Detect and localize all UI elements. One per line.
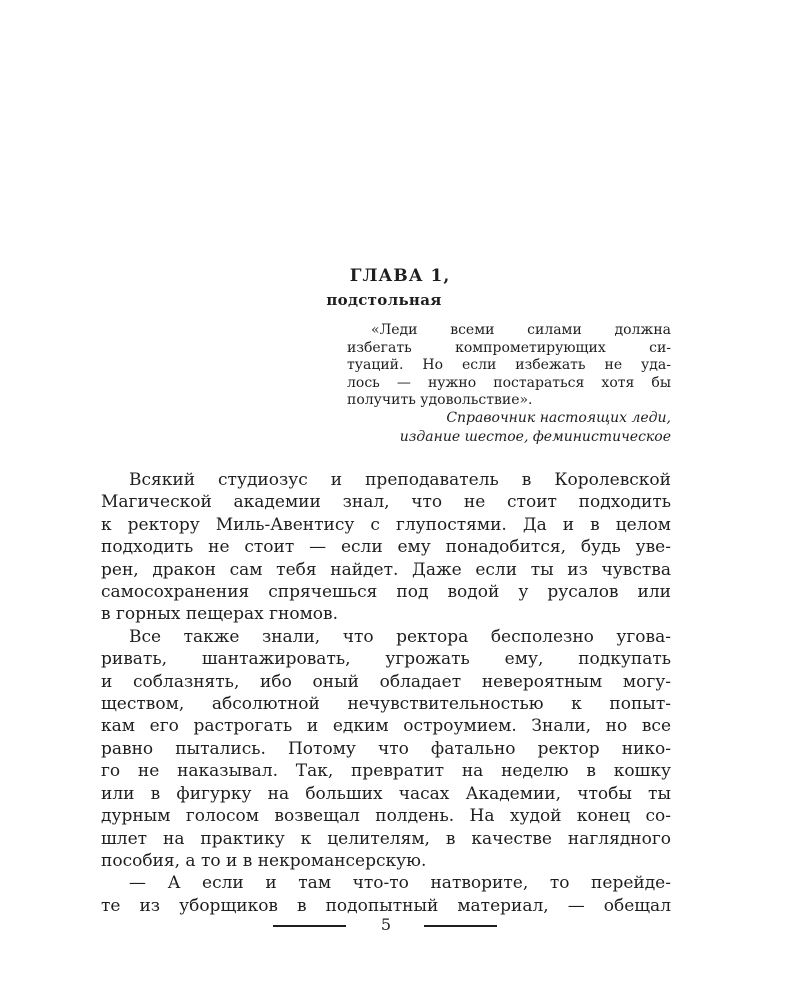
body-line: Магической академии знал, что не стоит подходить (101, 492, 671, 513)
footer-rule-left (273, 925, 346, 927)
page-number: 5 (380, 915, 392, 934)
body-line: Всякий студиозус и преподаватель в Королевской (129, 470, 671, 490)
body-line: равно пытались. Потому что фатально ректор нико- (101, 738, 671, 759)
body-line: рен, дракон сам тебя найдет. Даже если ты из чувства (101, 559, 671, 580)
body-line: Все также знали, что ректора бесполезно угова- (129, 626, 671, 647)
body-line: ривать, шантажировать, угрожать ему, подкупать (101, 649, 671, 670)
body-line: подходить не стоит — если ему понадобится, будь уве- (101, 537, 671, 558)
body-line: к ректору Миль-Авентису с глупостями. Да и в целом (101, 514, 671, 535)
body-line: самосохранения спрячешься под водой у русалов или (101, 582, 671, 603)
body-line: пособия, а то и в некромансерскую. (101, 850, 427, 871)
footer-rule-right (424, 925, 497, 927)
body-line: дурным голосом возвещал полдень. На худой конец со- (101, 806, 671, 827)
epigraph-line: туаций. Но если избежать не уда- (347, 357, 671, 373)
body-line: шлет на практику к целителям, в качестве наглядного (101, 828, 671, 849)
chapter-subtitle: подстольная (326, 291, 442, 309)
epigraph-line: лось — нужно постараться хотя бы (347, 374, 671, 391)
body-line: ществом, абсолютной нечувствительностью к попыт- (101, 694, 671, 715)
body-line: те из уборщиков в подопытный материал, — обещал (101, 895, 671, 916)
epigraph-attribution (300, 409, 671, 447)
body-line: или в фигурку на больших часах Академии, чтобы ты (101, 783, 671, 804)
epigraph-line: получить удовольствие». (347, 392, 533, 408)
attribution-line: издание шестое, феминистическое (399, 429, 671, 445)
body-line: и соблазнять, ибо оный обладает невероятным могу- (101, 671, 671, 692)
body-line: — А если и там что-то натворите, то перейде- (129, 873, 671, 894)
attribution-line: Справочник настоящих леди, (446, 410, 671, 426)
epigraph-line: избегать компрометирующих си- (347, 339, 671, 356)
body-line: кам его растрогать и едким остроумием. Знали, но все (101, 716, 671, 737)
body-line: го не наказывал. Так, превратит на неделю в кошку (101, 761, 671, 782)
body-line: в горных пещерах гномов. (101, 604, 339, 625)
epigraph (347, 322, 671, 410)
epigraph-line: «Леди всеми силами должна (371, 322, 671, 338)
body-text (101, 469, 671, 917)
chapter-title: ГЛАВА 1, (349, 266, 451, 286)
page-footer (0, 914, 800, 936)
